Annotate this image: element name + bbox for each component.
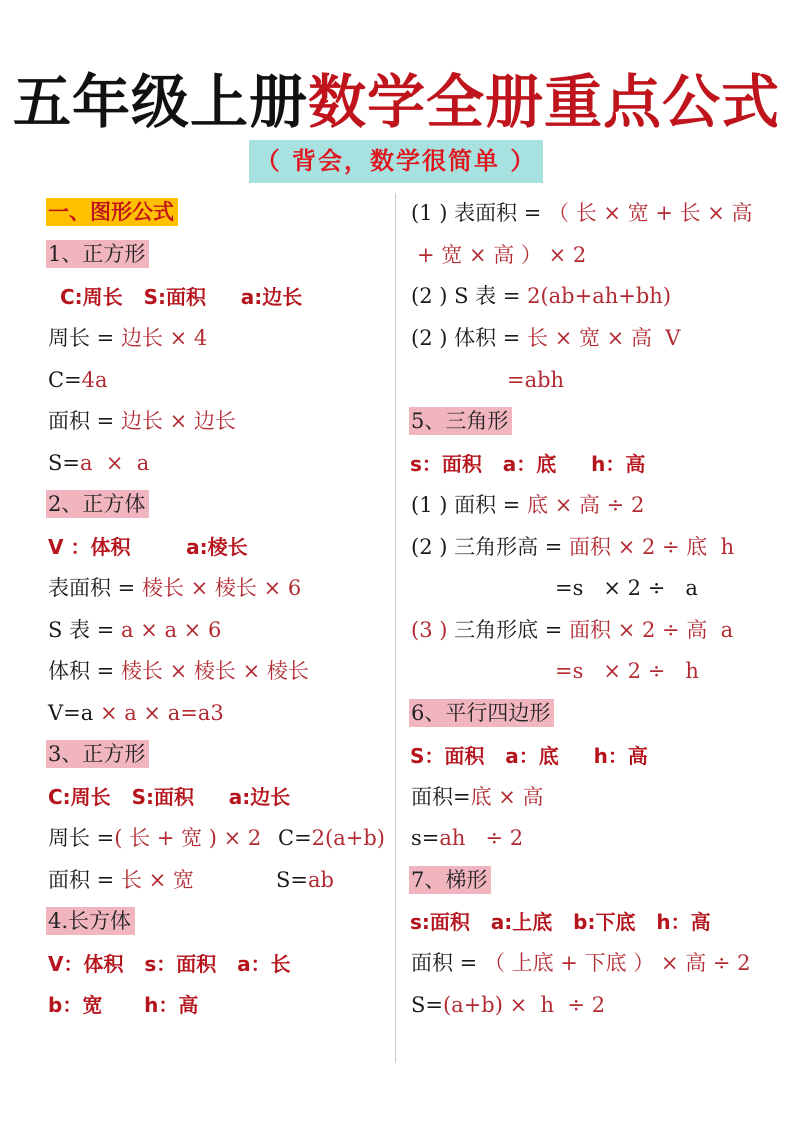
square-heading-label: 1、正方形: [46, 240, 149, 268]
triangle-heading: [409, 405, 512, 437]
formula-line: [48, 572, 301, 604]
trapezoid-heading: [409, 864, 491, 896]
formula-line: [411, 322, 680, 354]
formula-label: (2 ) 体积 =: [411, 326, 528, 350]
formula-line: [411, 531, 734, 563]
formula-expr: （ 长 × 宽 + 长 × 高: [548, 201, 753, 225]
title-black-part: 五年级上册: [12, 68, 308, 136]
formula-label: 周长 =: [48, 326, 121, 350]
cube-legend: V ：体积 a:棱长: [48, 535, 248, 559]
square-heading-label: 3、正方形: [46, 740, 149, 768]
formula-label: V=a: [48, 701, 100, 725]
formula-label: 表面积 =: [48, 576, 142, 600]
column-divider: [395, 193, 396, 1063]
cuboid-heading: [46, 905, 135, 937]
square-heading-2: [46, 738, 149, 770]
formula-label: s=: [411, 826, 440, 850]
formula-label: 面积=: [411, 785, 471, 809]
formula-label: 三角形底 =: [454, 618, 570, 642]
formula-expr: （ 上底 + 下底 ） × 高 ÷ 2: [483, 951, 751, 975]
formula-line: [411, 614, 733, 646]
formula-label: 体积 =: [48, 659, 121, 683]
subtitle-banner: （ 背会，数学很简单 ）: [249, 140, 543, 183]
formula-expr: 棱长 × 棱长 × 棱长: [120, 659, 309, 683]
formula-expr: 边长 × 4: [120, 326, 208, 350]
formula-label: C=: [278, 826, 312, 850]
triangle-legend: s：面积 a：底 h：高: [410, 452, 646, 476]
formula-expr: 面积 × 2 ÷ 底 h: [569, 535, 735, 559]
formula-line: [411, 989, 605, 1021]
formula-label: S=: [48, 451, 80, 475]
formula-label: S=: [411, 993, 443, 1017]
formula-line: [48, 364, 108, 396]
formula-line: [48, 864, 194, 896]
formula-line: [411, 280, 671, 312]
cuboid-legend-2: b：宽 h：高: [48, 993, 199, 1017]
formula-expr: 2(a+b): [311, 826, 385, 850]
formula-line: =s × 2 ÷ h: [555, 659, 699, 683]
trapezoid-heading-label: 7、梯形: [409, 866, 491, 894]
square-legend-2: C:周长 S:面积 a:边长: [48, 785, 291, 809]
parallelogram-heading: [409, 697, 554, 729]
formula-line: [48, 614, 221, 646]
formula-expr: 长 × 宽 × 高 V: [527, 326, 681, 350]
square-legend: C:周长 S:面积 a:边长: [60, 285, 303, 309]
formula-expr: 边长 × 边长: [120, 409, 236, 433]
formula-line: [278, 822, 385, 854]
formula-line: + 宽 × 高 ） × 2: [417, 243, 587, 267]
formula-label: (2 ) S 表 =: [411, 284, 528, 308]
formula-label: 面积 =: [48, 409, 121, 433]
formula-expr: × a × a=a3: [99, 701, 224, 725]
formula-line: [48, 405, 236, 437]
cuboid-legend: V：体积 s：面积 a：长: [48, 952, 291, 976]
formula-expr: (a+b) × h ÷ 2: [442, 993, 606, 1017]
formula-line: [48, 447, 149, 479]
page-title: [0, 62, 793, 142]
formula-expr: a × a: [79, 451, 150, 475]
formula-line: =abh: [507, 368, 565, 392]
cuboid-heading-label: 4.长方体: [46, 907, 135, 935]
formula-label: (1 ) 表面积 =: [411, 201, 549, 225]
formula-line: [411, 947, 751, 979]
parallelogram-legend: S：面积 a：底 h：高: [410, 744, 648, 768]
formula-line: [48, 822, 261, 854]
formula-label: 面积 =: [48, 868, 121, 892]
formula-expr: ah ÷ 2: [439, 826, 524, 850]
title-red-part: 数学全册重点公式: [308, 68, 781, 136]
formula-expr: ( 长 + 宽 ) × 2: [114, 826, 262, 850]
formula-line: [411, 489, 644, 521]
parallelogram-heading-label: 6、平行四边形: [409, 699, 554, 727]
formula-number: (3 ): [411, 618, 455, 642]
formula-label: C=: [48, 368, 82, 392]
formula-line: [276, 864, 334, 896]
formula-label: S 表 =: [48, 618, 122, 642]
formula-line: [48, 697, 224, 729]
formula-expr: 底 × 高 ÷ 2: [527, 493, 645, 517]
formula-label: 周长 =: [48, 826, 115, 850]
formula-label: 面积 =: [411, 951, 484, 975]
triangle-heading-label: 5、三角形: [409, 407, 512, 435]
formula-label: S=: [276, 868, 308, 892]
square-heading: [46, 238, 149, 270]
formula-label: (1 ) 面积 =: [411, 493, 528, 517]
cube-heading-label: 2、正方体: [46, 490, 149, 518]
formula-line: [411, 822, 523, 854]
formula-expr: 长 × 宽: [120, 868, 194, 892]
formula-line: [48, 655, 309, 687]
formula-expr: 4a: [81, 368, 108, 392]
formula-line: =s × 2 ÷ a: [555, 576, 698, 600]
formula-expr: 面积 × 2 ÷ 高 a: [569, 618, 734, 642]
section-heading: [46, 196, 178, 228]
formula-line: [411, 781, 544, 813]
formula-line: [411, 197, 753, 229]
trapezoid-legend: s:面积 a:上底 b:下底 h：高: [410, 910, 711, 934]
formula-expr: a × a × 6: [121, 618, 222, 642]
cube-heading: [46, 488, 149, 520]
formula-line: [48, 322, 207, 354]
formula-expr: 底 × 高: [470, 785, 544, 809]
formula-expr: 棱长 × 棱长 × 6: [141, 576, 302, 600]
formula-expr: ab: [307, 868, 334, 892]
formula-label: (2 ) 三角形高 =: [411, 535, 570, 559]
formula-expr: 2(ab+ah+bh): [527, 284, 672, 308]
section-heading-label: 一、图形公式: [46, 198, 178, 226]
